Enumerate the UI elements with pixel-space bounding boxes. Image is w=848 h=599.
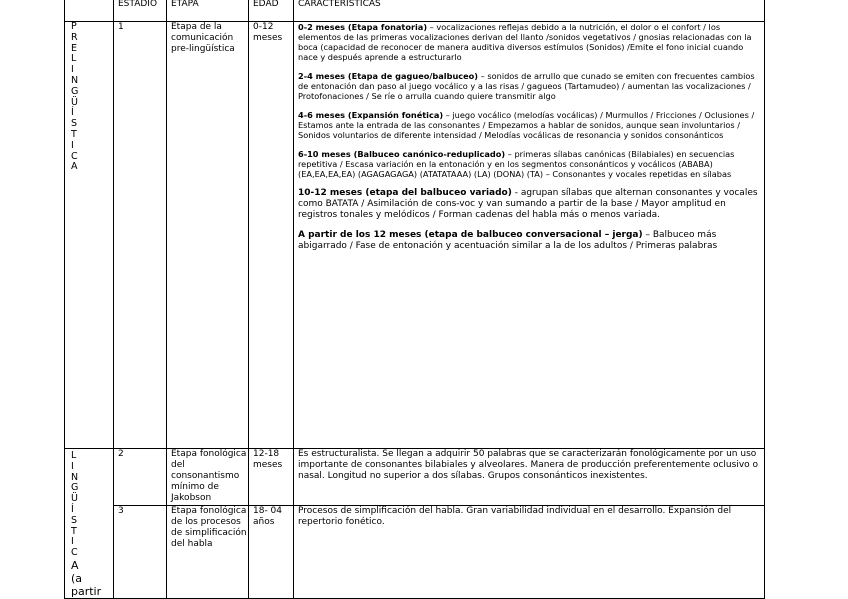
age-cell: 18- 04 años [249,506,294,599]
table-row [65,22,765,449]
paragraph: 6-10 meses (Balbuceo canónico-reduplicado) – primeras sílabas canónicas (Bilabiales) en secuencias repetitiva / Escasa variación en la entonación y en los segmentos consonánticos y vocálicos (ABABA) (EA,EA,EA,EA) (AGAGAGAGA) (ATATATAAA) (LA) (DONA) (TA) – Consonantes y vocales repetidas en sílabas [298,149,735,179]
age-cell: 0-12 meses [249,22,294,449]
paragraph: 4-6 meses (Expansión fonética) – juego vocálico (melodías vocálicas) / Murmullos / Fricciones / Oclusiones / Estamos ante la entrada de las consonantes / Empezamos a hablar de sonidos, aunque sean involuntarios / Sonidos voluntarios de diferente intensidad / Melodías vocálicas de resonancia y sonidos consonánticos [298,110,755,140]
stage-cell: Etapa fonológica del consonantismo mínimo de Jakobson [167,449,249,506]
development-table [64,0,765,599]
paragraph: 2-4 meses (Etapa de gagueo/balbuceo) – sonidos de arrullo que cunado se emiten con frecuentes cambios de entonación dan paso al juego vocálico y a las risas / gagueos (Tartamudeo) / aumentan las vocalizaciones / Protofonaciones / Se ríe o arrulla cuando quiere transmitir algo [298,71,755,101]
paragraph: A partir de los 12 meses (etapa de balbuceo conversacional – jerga) – Balbuceo más abigarrado / Fase de entonación y acentuación similar a la de los adultos / Primeras palabras [298,230,718,251]
prelinguistica-vertical-label: P R E L I N G Ü Í S T I C A [65,22,114,449]
header-caracteristicas: CARACTERÍSTICAS [294,0,765,22]
table-header-row [65,0,765,22]
stage-cell: Etapa fonológica de los procesos de simplificación del habla [167,506,249,599]
characteristics-cell: Es estructuralista. Se llegan a adquirir 50 palabras que se caracterizarán fonológicamente por un uso importante de consonantes bilabiales y alveolares. Manera de producción preferentemente oclusivo o nasal. Longitud no superior a dos sílabas. Grupos consonánticos inexistentes. [294,449,765,506]
stadium-cell: 2 [114,449,167,506]
linguistica-vertical-label: L I N G Ü Í S T I C A (a partir [65,449,114,599]
header-edad: EDAD [249,0,294,22]
table-row [65,506,765,599]
stadium-cell: 1 [114,22,167,449]
header-etapa: ETAPA [167,0,249,22]
characteristics-cell: Procesos de simplificación del habla. Gran variabilidad individual en el desarrollo. Expansión del repertorio fonético. [294,506,765,599]
stage-cell: Etapa de la comunicación pre-lingüística [167,22,249,449]
header-cell [65,0,114,22]
age-cell: 12-18 meses [249,449,294,506]
table-row [65,449,765,506]
stadium-cell: 3 [114,506,167,599]
header-estadio: ESTADIO [114,0,167,22]
paragraph: 0-2 meses (Etapa fonatoria) – vocalizaciones reflejas debido a la nutrición, el dolor o el confort / los elementos de las primeras vocalizaciones derivan del llanto /sonidos vegetativos / gnosias relacionadas con la boca (capacidad de reconocer de manera auditiva diversos estímulos (Sonidos) /Emite el fono inicial cuando nace y después aprende a estructurarlo [298,22,752,62]
characteristics-cell [294,22,765,449]
paragraph: 10-12 meses (etapa del balbuceo variado) - agrupan sílabas que alternan consonantes y vocales como BATATA / Asimilación de cons-voc y van sumando a partir de la base / Mayor amplitud en registros tonales y melódicos / Forman cadenas del habla más o menos variada. [298,188,758,220]
